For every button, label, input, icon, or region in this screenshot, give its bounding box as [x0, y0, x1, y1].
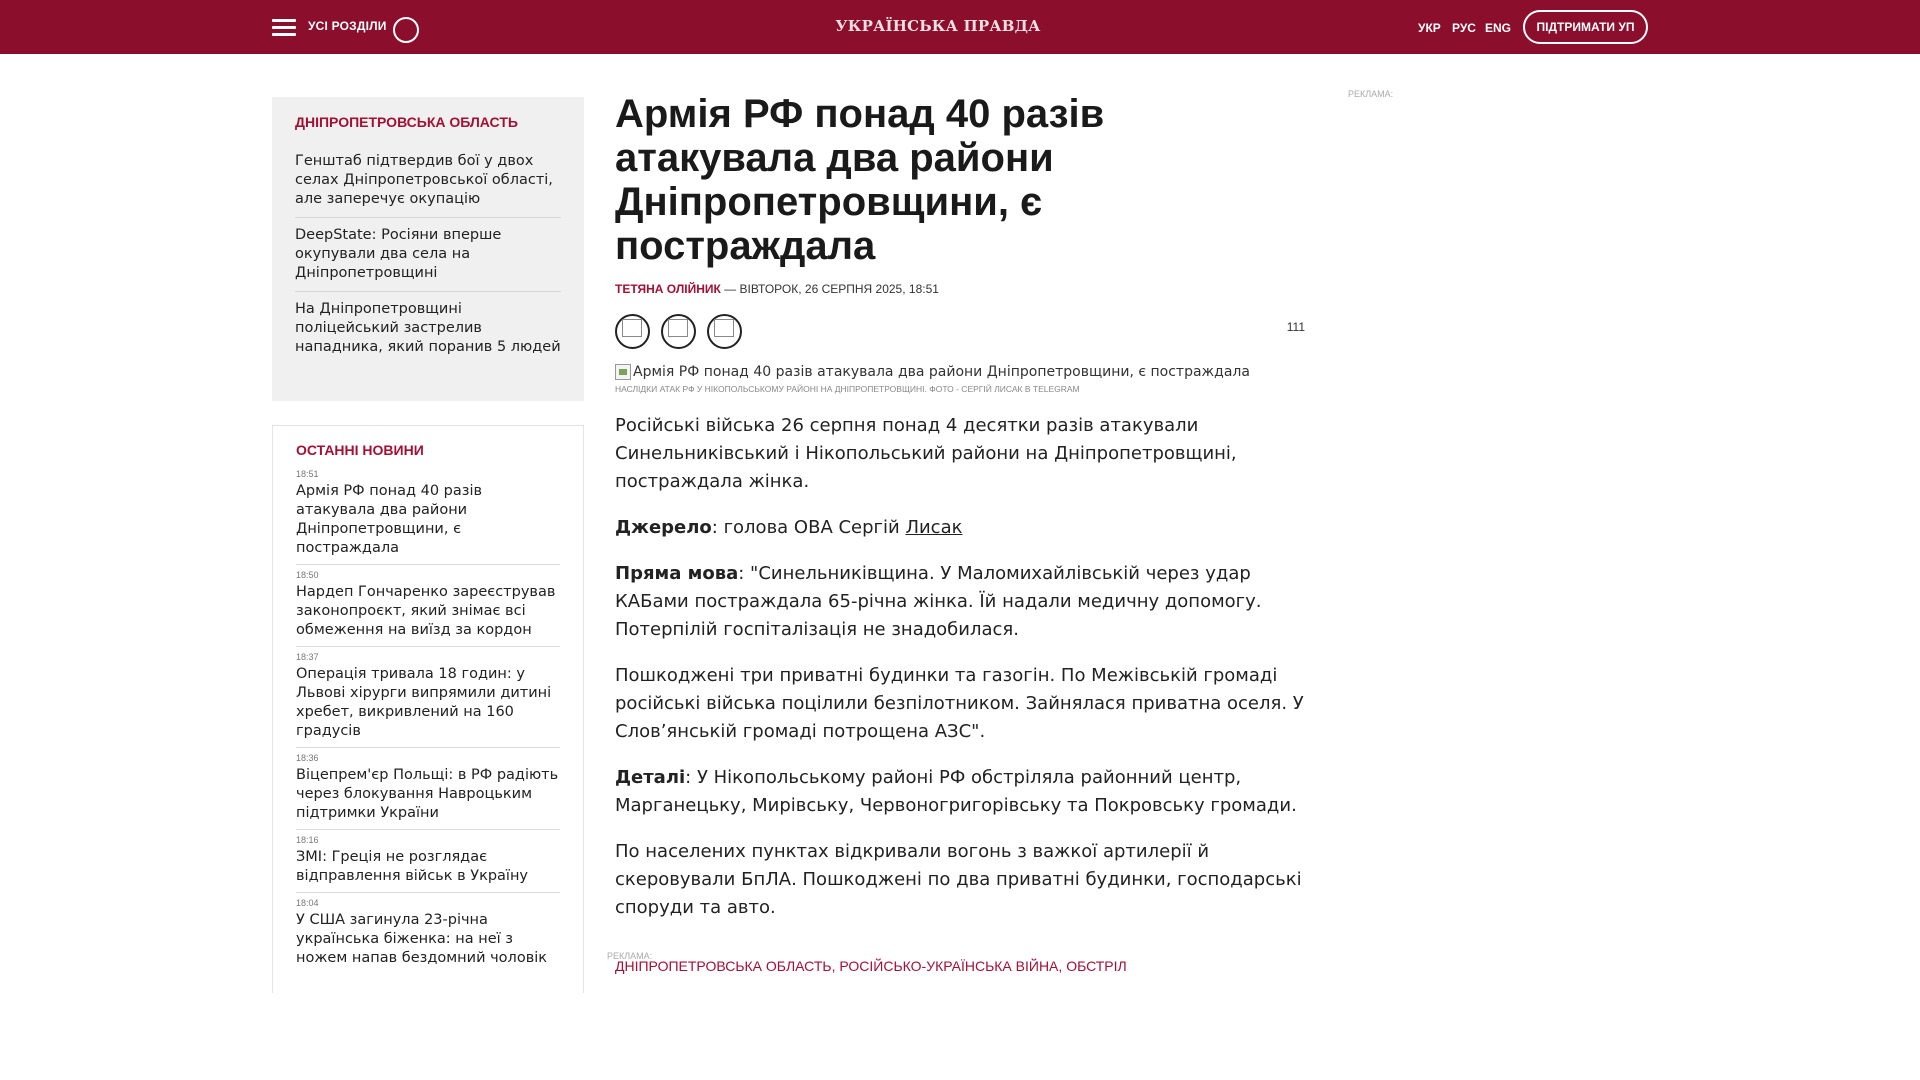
lang-eng-link[interactable]: ENG	[1485, 21, 1512, 35]
news-time: 18:04	[296, 898, 319, 908]
related-item[interactable]: DeepState: Росіяни вперше окупували два села на Дніпропетровщині	[295, 218, 561, 292]
list-item[interactable]	[296, 748, 560, 830]
image-icon	[615, 364, 631, 380]
article-date: — ВІВТОРОК, 26 СЕРПНЯ 2025, 18:51	[720, 282, 939, 296]
related-item[interactable]: На Дніпропетровщині поліцейський застрелив нападника, який поранив 5 людей	[295, 301, 561, 355]
lang-rus-link[interactable]: РУС	[1452, 21, 1476, 35]
tag-link[interactable]: ОБСТРІЛ	[1066, 958, 1127, 974]
article-title: Армія РФ понад 40 разів атакувала два райони Дніпропетровщини, є постраждала	[615, 92, 1105, 268]
related-news-box	[272, 97, 584, 401]
latest-heading: ОСТАННІ НОВИНИ	[296, 442, 424, 458]
list-item[interactable]	[296, 830, 560, 893]
tag-separator: ,	[1058, 958, 1067, 974]
article	[615, 92, 1313, 974]
author-link[interactable]: ТЕТЯНА ОЛІЙНИК	[615, 282, 721, 296]
share-x-button[interactable]	[661, 314, 696, 349]
telegram-icon	[714, 319, 734, 337]
views-count: 111	[1286, 320, 1305, 334]
list-item[interactable]	[296, 893, 560, 974]
source-text: : голова ОВА Сергій	[711, 517, 906, 538]
ad-label: РЕКЛАМА:	[1348, 89, 1394, 99]
news-time: 18:37	[296, 652, 319, 662]
share-facebook-button[interactable]	[615, 314, 650, 349]
news-title[interactable]: Нардеп Гончаренко зареєстрував законопроєкт, який знімає всі обмеження на виїзд за кордон	[296, 584, 556, 638]
news-time: 18:16	[296, 835, 319, 845]
details-label: Деталі	[615, 767, 686, 788]
news-title[interactable]: У США загинула 23-річна українська біженка: на неї з ножем напав бездомний чоловік	[296, 912, 548, 966]
source-link[interactable]: Лисак	[905, 517, 963, 538]
share-telegram-button[interactable]	[707, 314, 742, 349]
lang-ukr-link[interactable]: УКР	[1418, 21, 1441, 35]
details-text: : У Нікопольському районі РФ обстріляла районний центр, Марганецьку, Мирівську, Червоногригорівську та Покровську громади.	[615, 767, 1297, 816]
article-photo	[615, 364, 1313, 380]
support-button[interactable]: ПІДТРИМАТИ УП	[1523, 10, 1648, 44]
news-time: 18:50	[296, 570, 319, 580]
tag-link[interactable]: ДНІПРОПЕТРОВСЬКА ОБЛАСТЬ	[615, 958, 832, 974]
article-paragraph: По населених пунктах відкривали вогонь з важкої артилерії й скеровували БпЛА. Пошкоджені по два приватні будинки, господарські споруди та авто.	[615, 841, 1302, 918]
list-item[interactable]	[296, 565, 560, 647]
site-logo[interactable]: УКРАЇНСЬКА ПРАВДА	[835, 17, 1041, 35]
tag-link[interactable]: РОСІЙСЬКО-УКРАЇНСЬКА ВІЙНА	[839, 958, 1059, 974]
article-tags	[615, 958, 1313, 974]
quote-text: : "Синельниківщина. У Маломихайлівській через удар КАБами постраждала 65-річна жінка. Їй надали медичну допомогу. Потерпілій госпіталізація не знадобилася.	[615, 563, 1262, 640]
facebook-icon	[622, 319, 642, 337]
photo-alt-text: Армія РФ понад 40 разів атакувала два райони Дніпропетровщини, є постраждала	[633, 364, 1250, 380]
news-title[interactable]: Віцепрем'єр Польщі: в РФ радіють через блокування Навроцьким підтримки України	[296, 767, 559, 821]
list-item[interactable]	[296, 647, 560, 748]
quote-label: Пряма мова	[615, 563, 739, 584]
x-icon	[668, 319, 688, 337]
article-paragraph: Пошкоджені три приватні будинки та газогін. По Межівській громаді російські війська поцілили безпілотником. Зайнялася приватна оселя. У Слов’янській громаді потрощена АЗС".	[615, 665, 1304, 742]
article-paragraph: Російські війська 26 серпня понад 4 десятки разів атакували Синельниківський і Нікопольський райони на Дніпропетровщині, постраждала жінка.	[615, 415, 1237, 492]
tag-separator: ,	[831, 958, 840, 974]
news-time: 18:36	[296, 753, 319, 763]
news-title[interactable]: Армія РФ понад 40 разів атакувала два райони Дніпропетровщини, є постраждала	[296, 483, 483, 556]
share-row	[615, 314, 1313, 354]
article-paragraph	[615, 514, 1313, 542]
top-navigation-bar	[0, 0, 1920, 54]
article-paragraph	[615, 560, 1313, 644]
news-time: 18:51	[296, 469, 319, 479]
related-item[interactable]: Генштаб підтвердив бої у двох селах Дніпропетровської області, але заперечує окупацію	[295, 144, 561, 218]
list-item[interactable]	[296, 464, 560, 565]
all-sections-button[interactable]: УСІ РОЗДІЛИ	[308, 19, 387, 33]
article-paragraph	[615, 764, 1313, 820]
related-heading[interactable]: ДНІПРОПЕТРОВСЬКА ОБЛАСТЬ	[295, 114, 518, 130]
source-label: Джерело	[615, 517, 712, 538]
related-list	[295, 144, 561, 365]
article-byline	[615, 282, 1313, 296]
latest-news-list	[296, 464, 560, 974]
latest-news-box	[272, 425, 584, 993]
news-title[interactable]: Операція тривала 18 годин: у Львові хірурги випрямили дитині хребет, викривлений на 160 градусів	[296, 666, 552, 739]
ad-label: РЕКЛАМА:	[607, 951, 653, 961]
news-title[interactable]: ЗМІ: Греція не розглядає відправлення військ в Україну	[296, 849, 529, 884]
photo-caption: НАСЛІДКИ АТАК РФ У НІКОПОЛЬСЬКОМУ РАЙОНІ НА ДНІПРОПЕТРОВЩИНІ. ФОТО - СЕРГІЙ ЛИСАК В TELEGRAM	[615, 384, 1080, 394]
